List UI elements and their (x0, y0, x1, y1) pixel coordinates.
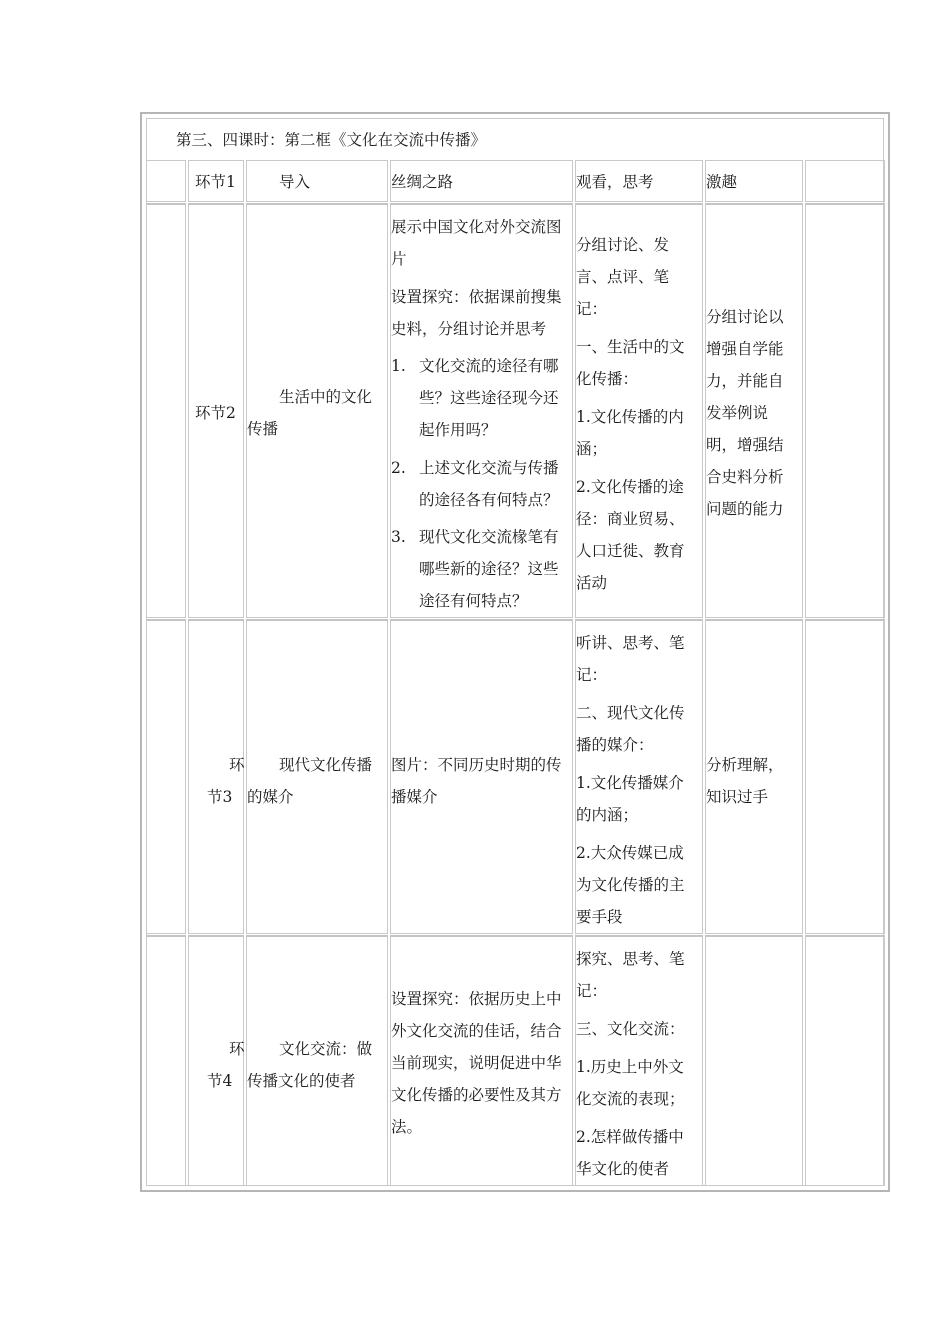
intent-label: 激趣 (706, 173, 738, 191)
list-item-line: 起作用吗？ (419, 421, 497, 439)
stage-cell (188, 160, 244, 202)
stage-cell (188, 203, 244, 618)
activity-line: 人口迁徙、教育 (576, 542, 685, 560)
activity-line: 播的媒介： (576, 736, 654, 754)
activity-line: 言、点评、笔 (576, 268, 670, 286)
material-line: 设置探究：依据历史上中 (391, 990, 562, 1008)
list-item-line: 文化交流的途径有哪 (419, 357, 559, 375)
activity-line: 探究、思考、笔 (576, 950, 685, 968)
intent-line: 力，并能自 (706, 372, 784, 390)
activity-line: 涵； (576, 440, 608, 458)
activity-line: 化传播： (576, 370, 639, 388)
list-item-line: 途径有何特点？ (419, 592, 528, 610)
blank-cell (146, 619, 186, 934)
material-line: 播媒介 (391, 788, 438, 806)
blank-cell (146, 935, 186, 1186)
material-line: 设置探究：依据课前搜集 (391, 288, 562, 306)
list-item-line: 些？这些途径现今还 (419, 389, 559, 407)
material-line: 当前现实，说明促进中华 (391, 1054, 562, 1072)
activity-line: 化交流的表现； (576, 1090, 685, 1108)
topic-cell (246, 935, 388, 1186)
activity-line: 华文化的使者 (576, 1160, 670, 1178)
material-line: 法。 (391, 1118, 423, 1136)
activity-line: 1.文化传播的内 (576, 408, 684, 426)
activity-line: 二、现代文化传 (576, 704, 685, 722)
intent-line: 明，增强结 (706, 436, 784, 454)
activity-cell (575, 203, 703, 618)
material-line: 史料，分组讨论并思考 (391, 320, 547, 338)
blank-cell (805, 935, 885, 1186)
intent-cell (705, 203, 803, 618)
intent-line: 发举例说 (706, 404, 769, 422)
intent-cell (705, 935, 803, 1186)
list-number: 2. (391, 459, 406, 477)
list-number: 3. (391, 528, 406, 546)
material-cell (390, 203, 573, 618)
list-item-line: 的途径各有何特点？ (419, 491, 559, 509)
blank-cell (146, 203, 186, 618)
intent-cell (705, 160, 803, 202)
stage-label: 环节1 (195, 173, 236, 191)
topic-label: 导入 (279, 173, 311, 191)
material-line: 片 (391, 250, 407, 268)
topic-line: 传播文化的使者 (247, 1072, 356, 1090)
list-item-line: 上述文化交流与传播 (419, 459, 559, 477)
intent-line: 合史料分析 (706, 468, 784, 486)
stage-line: 环 (229, 1040, 245, 1058)
intent-line: 分析理解， (706, 756, 784, 774)
material-label: 丝绸之路 (391, 173, 454, 191)
list-item-line: 现代文化交流椽笔有 (419, 528, 559, 546)
activity-line: 2.文化传播的途 (576, 478, 684, 496)
activity-line: 记： (576, 982, 608, 1000)
material-line: 展示中国文化对外交流图 (391, 218, 562, 236)
topic-line: 传播 (247, 420, 279, 438)
topic-cell (246, 203, 388, 618)
activity-line: 的内涵； (576, 806, 639, 824)
topic-line: 生活中的文化 (279, 388, 373, 406)
list-item-line: 哪些新的途径？这些 (419, 560, 559, 578)
intent-line: 知识过手 (706, 788, 769, 806)
activity-line: 活动 (576, 574, 608, 592)
material-cell (390, 935, 573, 1186)
topic-line: 的媒介 (247, 788, 294, 806)
blank-cell (805, 619, 885, 934)
intent-line: 问题的能力 (706, 500, 784, 518)
stage-cell (188, 935, 244, 1186)
list-number: 1. (391, 357, 406, 375)
topic-cell (246, 160, 388, 202)
blank-cell (805, 203, 885, 618)
blank-cell (146, 160, 186, 202)
material-line: 图片：不同历史时期的传 (391, 756, 562, 774)
activity-line: 为文化传播的主 (576, 876, 685, 894)
activity-line: 径：商业贸易、 (576, 510, 685, 528)
topic-line: 文化交流：做 (279, 1040, 373, 1058)
intent-cell (705, 619, 803, 934)
activity-cell (575, 160, 703, 202)
blank-cell (805, 160, 885, 202)
activity-line: 分组讨论、发 (576, 236, 670, 254)
activity-line: 1.历史上中外文 (576, 1058, 684, 1076)
table-caption: 第三、四课时：第二框《文化在交流中传播》 (176, 131, 487, 149)
stage-line: 环 (229, 756, 245, 774)
intent-line: 分组讨论以 (706, 308, 784, 326)
activity-line: 三、文化交流： (576, 1020, 685, 1038)
topic-cell (246, 619, 388, 934)
intent-line: 增强自学能 (706, 340, 784, 358)
activity-label: 观看，思考 (576, 173, 654, 191)
stage-line: 节4 (207, 1072, 233, 1090)
topic-line: 现代文化传播 (279, 756, 373, 774)
activity-cell (575, 935, 703, 1186)
material-cell (390, 160, 573, 202)
activity-line: 一、生活中的文 (576, 338, 685, 356)
activity-line: 听讲、思考、笔 (576, 634, 685, 652)
stage-line: 节3 (207, 788, 233, 806)
activity-line: 记： (576, 666, 608, 684)
activity-cell (575, 619, 703, 934)
activity-line: 2.怎样做传播中 (576, 1128, 684, 1146)
material-line: 文化传播的必要性及其方 (391, 1086, 562, 1104)
activity-line: 记： (576, 300, 608, 318)
activity-line: 要手段 (576, 908, 623, 926)
material-cell (390, 619, 573, 934)
activity-line: 1.文化传播媒介 (576, 774, 684, 792)
stage-cell (188, 619, 244, 934)
material-line: 外文化交流的佳话，结合 (391, 1022, 562, 1040)
stage-label: 环节2 (195, 404, 236, 422)
activity-line: 2.大众传媒已成 (576, 844, 684, 862)
